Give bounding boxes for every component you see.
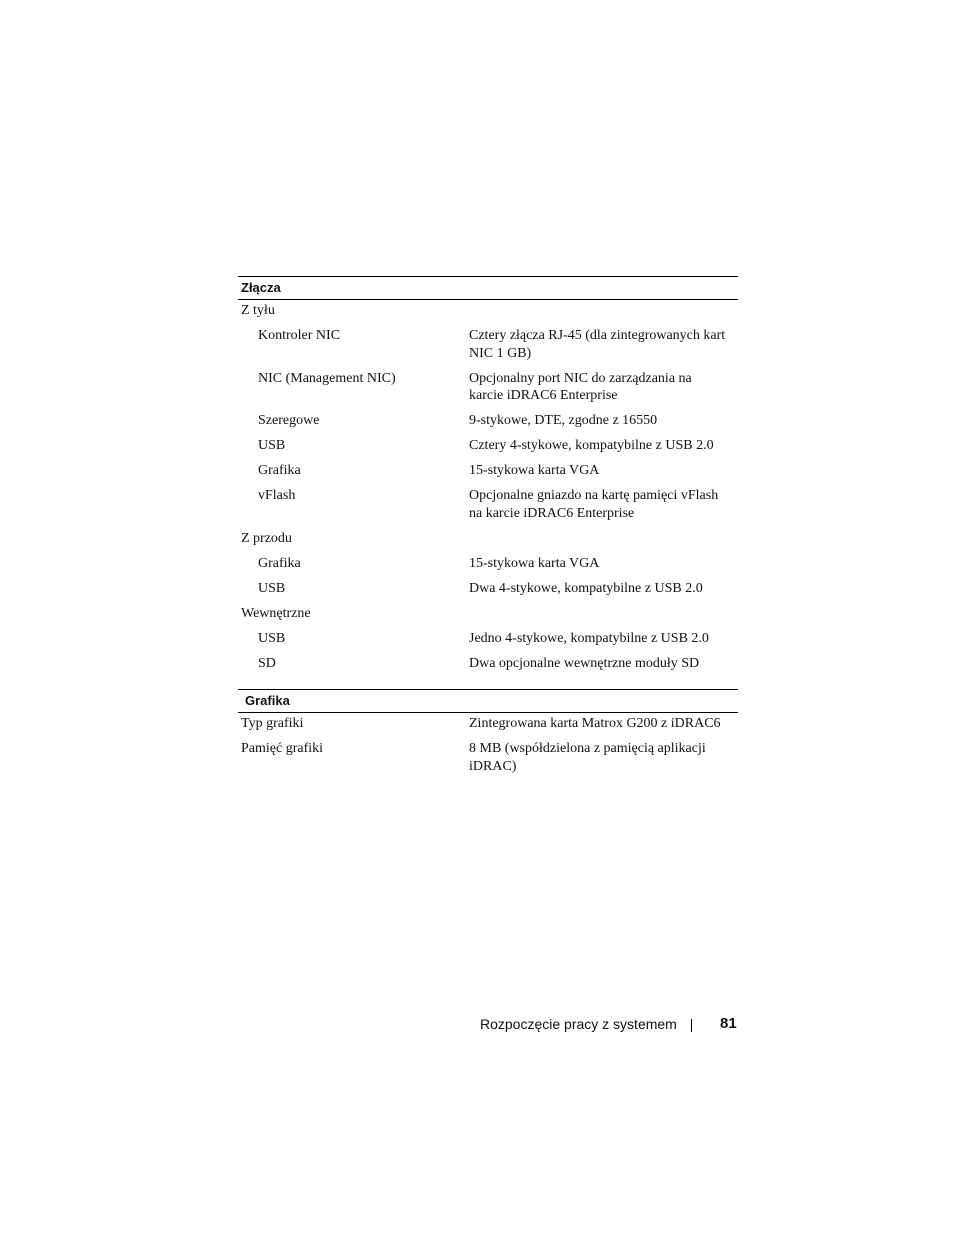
table-row xyxy=(238,625,738,650)
row-label: USB xyxy=(258,438,286,453)
page-footer xyxy=(480,1013,740,1035)
row-value: Zintegrowana karta Matrox G200 z iDRAC6 xyxy=(469,716,721,731)
row-label: Wewnętrzne xyxy=(241,605,311,621)
table-row xyxy=(238,407,738,432)
graphics-table xyxy=(238,689,738,778)
footer-divider xyxy=(691,1019,692,1032)
table-row xyxy=(238,735,738,778)
row-label: NIC (Management NIC) xyxy=(258,370,396,386)
table-row xyxy=(238,575,738,600)
row-value xyxy=(469,605,738,623)
row-value: Dwa 4-stykowe, kompatybilne z USB 2.0 xyxy=(469,580,703,596)
row-value: 8 MB (współdzielona z pamięcią aplikacji iDRAC) xyxy=(469,741,706,774)
page-number: 81 xyxy=(720,1015,737,1032)
section-header-graphics: Grafika xyxy=(238,689,738,713)
table-row xyxy=(238,322,738,365)
table-row xyxy=(238,713,738,735)
table-row xyxy=(238,525,738,550)
table-row xyxy=(238,650,738,675)
row-label: Z tyłu xyxy=(241,303,275,318)
row-label: Grafika xyxy=(258,555,301,571)
row-value: 15-stykowa karta VGA xyxy=(469,463,600,478)
row-value xyxy=(469,302,738,320)
row-label: Pamięć grafiki xyxy=(241,741,324,756)
row-label: Typ grafiki xyxy=(241,716,304,731)
table-row xyxy=(238,482,738,525)
table-row xyxy=(238,300,738,322)
table-row xyxy=(238,550,738,575)
row-label: USB xyxy=(258,630,286,646)
row-value: 9-stykowe, DTE, zgodne z 16550 xyxy=(469,413,658,428)
row-value: Opcjonalny port NIC do zarządzania na karcie iDRAC6 Enterprise xyxy=(469,370,692,403)
row-label: Szeregowe xyxy=(258,413,320,428)
row-label: Kontroler NIC xyxy=(258,328,341,343)
row-label: Z przodu xyxy=(241,530,292,546)
table-row xyxy=(238,432,738,457)
section-header-connectors: Złącza xyxy=(238,276,738,300)
row-label: Grafika xyxy=(258,463,301,478)
row-value: Opcjonalne gniazdo na kartę pamięci vFlash na karcie iDRAC6 Enterprise xyxy=(469,488,719,521)
row-value: Jedno 4-stykowe, kompatybilne z USB 2.0 xyxy=(469,630,709,646)
connectors-table xyxy=(238,276,738,675)
row-value: Dwa opcjonalne wewnętrzne moduły SD xyxy=(469,655,700,671)
row-label: USB xyxy=(258,580,286,596)
row-label: SD xyxy=(258,655,276,671)
footer-title: Rozpoczęcie pracy z systemem xyxy=(480,1016,677,1032)
row-value: Cztery 4-stykowe, kompatybilne z USB 2.0 xyxy=(469,438,714,453)
row-value: Cztery złącza RJ-45 (dla zintegrowanych kart NIC 1 GB) xyxy=(469,328,726,361)
table-row xyxy=(238,600,738,625)
row-value: 15-stykowa karta VGA xyxy=(469,555,600,571)
table-row xyxy=(238,365,738,408)
row-label: vFlash xyxy=(258,488,296,503)
table-row xyxy=(238,457,738,482)
row-value xyxy=(469,530,738,548)
